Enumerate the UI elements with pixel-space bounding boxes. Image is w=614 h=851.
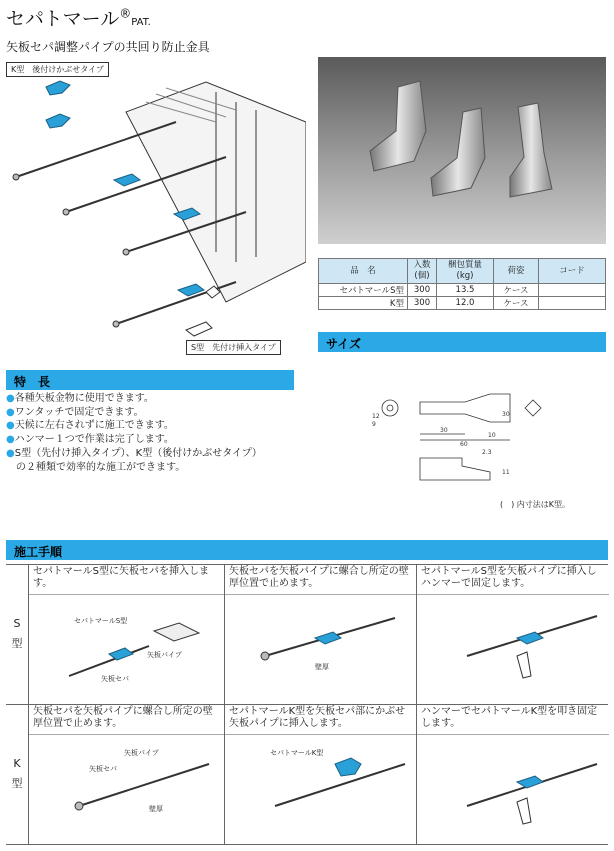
col-weight: 梱包質量 (kg) xyxy=(437,259,494,284)
dim-2-3: 2.3 xyxy=(482,449,492,456)
k-type-tag: K型 後付けかぶせタイプ xyxy=(6,62,109,77)
k-step-2: セパトマールK型を矢板セパ部にかぶせ矢板パイプに挿入します。 セパトマールK型 xyxy=(224,704,417,844)
installation-illustration xyxy=(6,62,306,357)
features-list xyxy=(6,392,262,474)
col-code: コード xyxy=(539,259,606,284)
label-sepatomaru-s: セパトマールS型 xyxy=(74,617,128,625)
k-step-1: 矢板セパを矢板パイプに螺合し所定の壁厚位置で止めます。 矢板パイプ 矢板セパ 壁厚 xyxy=(28,704,225,844)
label-wall-k: 壁厚 xyxy=(149,805,163,813)
col-qty: 入数 (個) xyxy=(408,259,437,284)
list-item: ●ハンマー１つで作業は完了します。 xyxy=(6,434,174,446)
list-item: ●S型（先付け挿入タイプ）、K型（後付けかぶせタイプ） xyxy=(6,447,262,459)
dim-30: 30 xyxy=(502,411,510,418)
table-row xyxy=(319,297,606,310)
s-step-1-drawing xyxy=(29,596,225,704)
procedure-grid xyxy=(6,564,608,845)
dim-11: 11 xyxy=(502,469,510,476)
dim-60: 60 xyxy=(460,441,468,448)
row-code xyxy=(539,297,606,310)
dim-10: 10 xyxy=(488,432,496,439)
s-step-2: 矢板セパを矢板パイプに螺合し所定の壁厚位置で止めます。 壁厚 xyxy=(224,564,417,704)
k-step-3: ハンマーでセパトマールK型を叩き固定します。 xyxy=(416,704,609,844)
col-pack: 荷姿 xyxy=(494,259,539,284)
row-name: K型 xyxy=(319,297,408,310)
product-photo xyxy=(318,57,606,244)
label-pipe-k: 矢板パイプ xyxy=(124,749,159,757)
s-type-label: S 型 xyxy=(11,617,23,650)
features-heading: 特 長 xyxy=(6,370,294,390)
hammer-icon xyxy=(517,652,531,678)
list-item: ●ワンタッチで固定できます。 xyxy=(6,406,144,418)
dim-30b: 30 xyxy=(440,427,448,434)
row-weight: 12.0 xyxy=(437,297,494,310)
product-name: セパトマール xyxy=(6,8,120,30)
page-subtitle: 矢板セパ調整パイプの共回り防止金具 xyxy=(6,40,210,54)
spec-table xyxy=(318,258,606,310)
row-qty: 300 xyxy=(408,297,437,310)
label-sepa-k: 矢板セパ xyxy=(89,765,117,773)
table-row xyxy=(319,284,606,297)
row-name: セパトマールS型 xyxy=(319,284,408,297)
label-wall-s: 壁厚 xyxy=(315,663,329,671)
registered-mark: ® xyxy=(119,6,132,21)
dim-9: 9 xyxy=(372,421,376,428)
size-diagram xyxy=(370,388,550,488)
hammer-icon xyxy=(517,798,531,824)
dim-12: 12 xyxy=(372,413,380,420)
s-step-3: セパトマールS型を矢板パイプに挿入しハンマーで固定します。 xyxy=(416,564,609,704)
list-item: ●各種矢板金物に使用できます。 xyxy=(6,393,154,404)
label-sepatomaru-k: セパトマールK型 xyxy=(270,749,324,757)
row-code xyxy=(539,284,606,297)
col-name: 品 名 xyxy=(319,259,408,284)
s-step-1: セパトマールS型に矢板セパを挿入します。 セパトマールS型 矢板パイプ 矢板セパ xyxy=(28,564,225,704)
s-step-3-drawing xyxy=(417,596,609,704)
size-note: ( ) 内寸法はK型。 xyxy=(500,500,571,509)
list-item: ●天候に左右されずに施工できます。 xyxy=(6,420,174,432)
s-type-tag: S型 先付け挿入タイプ xyxy=(186,340,281,355)
label-pipe: 矢板パイプ xyxy=(147,651,182,659)
k-type-part xyxy=(46,81,70,95)
s-step-2-drawing xyxy=(225,596,417,704)
row-weight: 13.5 xyxy=(437,284,494,297)
list-item: の２種類で効率的な施工ができます。 xyxy=(16,461,186,473)
procedure-heading: 施工手順 xyxy=(6,540,608,560)
pat-mark: PAT. xyxy=(131,17,151,28)
k-type-label: K 型 xyxy=(11,757,23,790)
label-sepa: 矢板セパ xyxy=(101,675,129,683)
row-qty: 300 xyxy=(408,284,437,297)
row-pack: ケース xyxy=(494,297,539,310)
row-pack: ケース xyxy=(494,284,539,297)
product-photo-shapes xyxy=(318,57,606,244)
k-step-3-drawing xyxy=(417,736,609,844)
size-heading: サイズ xyxy=(318,332,606,352)
page-title xyxy=(6,4,151,31)
